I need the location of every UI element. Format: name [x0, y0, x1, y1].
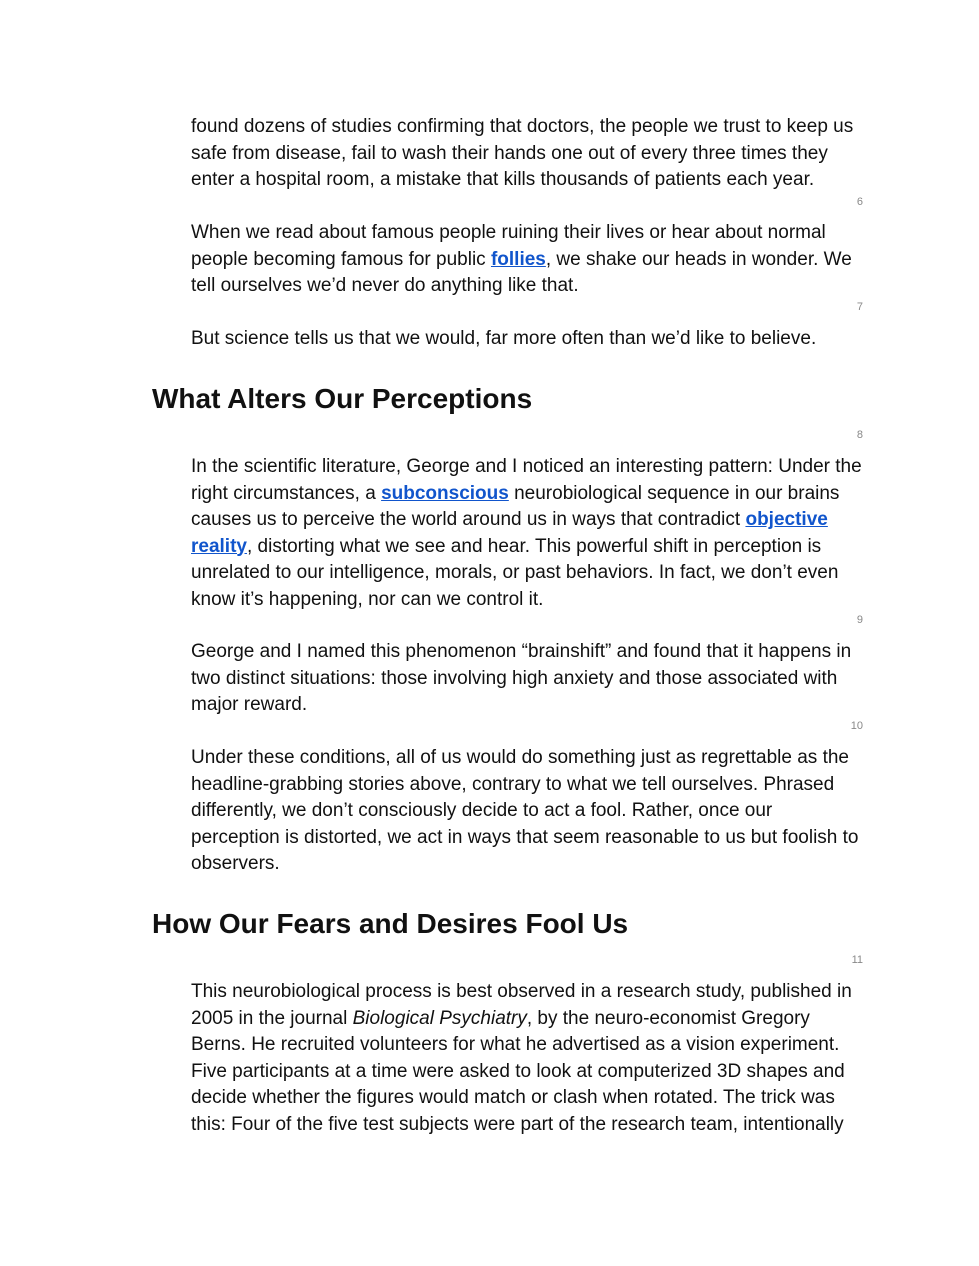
- paragraph-text: In the scientific literature, George and I noticed an interesting pattern: Under the right circumstances, a: [191, 456, 862, 504]
- paragraph: [191, 326, 863, 353]
- section-heading: What Alters Our Perceptions: [152, 383, 533, 414]
- paragraph-text: , we shake our heads in wonder. We tell ourselves we’d never do anything like that.: [191, 248, 852, 296]
- objective-reality-link[interactable]: objective reality: [191, 509, 828, 557]
- paragraph: [191, 979, 863, 1138]
- paragraph: [191, 114, 863, 194]
- paragraph-number: 10: [850, 720, 863, 732]
- paragraph-number: 6: [856, 196, 863, 208]
- paragraph-number: 7: [856, 301, 863, 313]
- subconscious-link[interactable]: subconscious: [381, 482, 509, 504]
- paragraph: [191, 639, 863, 719]
- paragraph-text: Under these conditions, all of us would do something just as regrettable as the headline-grabbing stories above, contrary to what we tell ourselves. Phrased differently, we don’t consciously decide to act a fool. Rather, once our perception is distorted, we act in ways that seem reasonable to us but foolish to observers.: [191, 747, 859, 874]
- paragraph-text: George and I named this phenomenon “brainshift” and found that it happens in two distinct situations: those involving high anxiety and those associated with major reward.: [191, 641, 852, 715]
- paragraph-number: 8: [856, 429, 863, 441]
- paragraph-text: But science tells us that we would, far more often than we’d like to believe.: [191, 328, 817, 349]
- paragraph-text: This neurobiological process is best observed in a research study, published in 2005 in the journal: [191, 981, 852, 1029]
- paragraph-number: 9: [856, 614, 863, 626]
- section-heading: How Our Fears and Desires Fool Us: [152, 908, 629, 939]
- paragraph-number: 11: [851, 954, 863, 966]
- paragraph-text: When we read about famous people ruining their lives or hear about normal people becoming famous for public: [191, 222, 826, 270]
- paragraph: [191, 220, 863, 300]
- paragraph: [191, 745, 863, 878]
- paragraph-text: neurobiological sequence in our brains causes us to perceive the world around us in ways that contradict: [191, 482, 840, 530]
- paragraph-text: , distorting what we see and hear. This powerful shift in perception is unrelated to our intelligence, morals, or past behaviors. In fact, we don’t even know it’s happening, nor can we control it.: [191, 535, 839, 610]
- follies-link[interactable]: follies: [490, 248, 546, 270]
- journal-title: Biological Psychiatry: [352, 1007, 527, 1029]
- paragraph-text: , by the neuro-economist Gregory Berns. He recruited volunteers for what he advertised as a vision experiment. Five participants at a time were asked to look at computerized 3D shapes and decide whether the figures would match or clash when rotated. The trick was this: Four of the five test subjects were part of the research team, intentionally: [191, 1007, 845, 1135]
- paragraph: [191, 454, 863, 613]
- paragraph-text: found dozens of studies confirming that doctors, the people we trust to keep us safe from disease, fail to wash their hands one out of every three times they enter a hospital room, a mistake that kills thousands of patients each year.: [191, 116, 854, 190]
